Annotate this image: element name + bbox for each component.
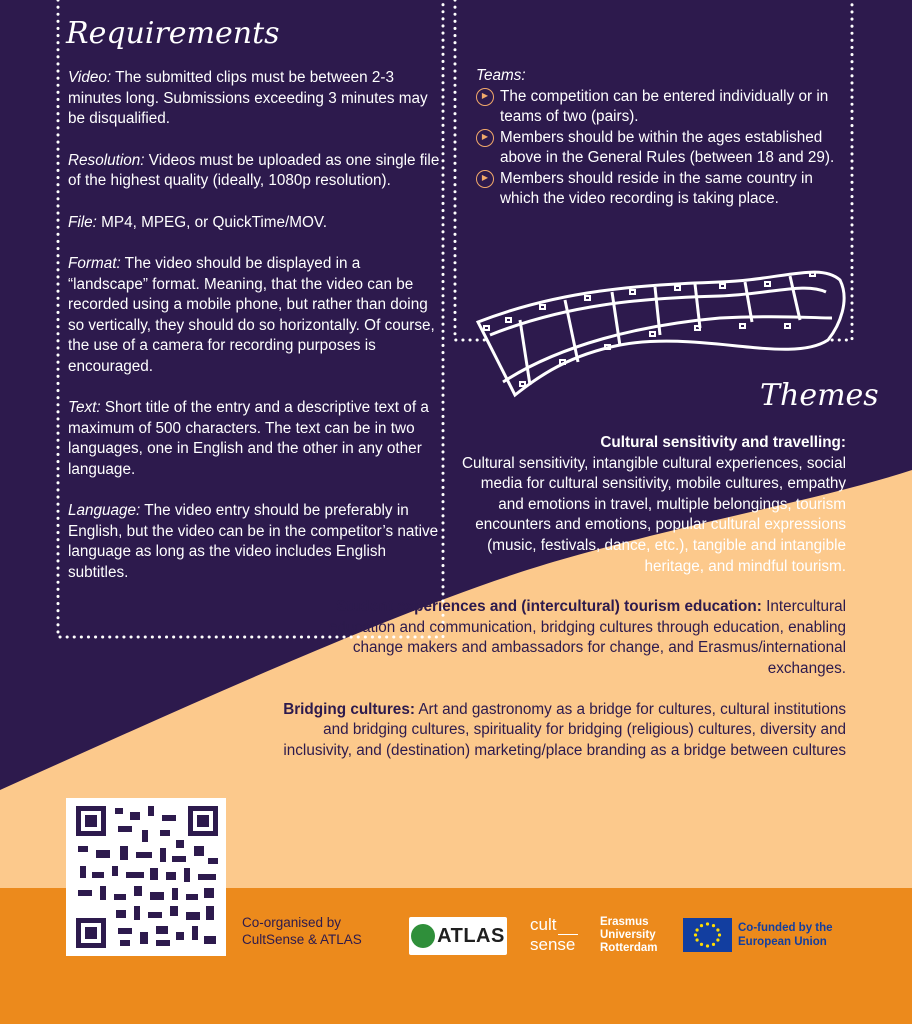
teams-bullet: ▶ Members should be within the ages established above in the General Rules (between 18 and 29).	[476, 128, 836, 169]
eu-flag-icon	[683, 918, 732, 952]
cultsense-logo: cult sense	[530, 916, 586, 953]
play-circle-icon: ▶	[476, 88, 494, 106]
theme-cultural-sensitivity: Cultural sensitivity and travelling: Cultural sensitivity, intangible cultural experiences, social media for cultural sensitivity, mobile cultures, empathy and emotions in travel, multiple belongings, tourism encounters and emotions, popular cultural expressions (music, festivals, dance, etc.), tangible and intangible heritage, and mindful tourism.	[461, 434, 846, 575]
requirement-text: Text: Short title of the entry and a descriptive text of a maximum of 500 characters. The text can be in two languages, one in English and the other in any other language.	[68, 399, 429, 478]
requirement-format: Format: The video should be displayed in a “landscape” format. Meaning, that the video can be recorded using a mobile phone, but rather than doing so vertically, they should do so horizontally. Of course, the use of a camera for recording purposes is encouraged.	[68, 255, 435, 375]
atlas-logo-mark	[411, 924, 435, 948]
teams-section	[476, 66, 836, 210]
play-circle-icon: ▶	[476, 129, 494, 147]
erasmus-logo: Erasmus University Rotterdam	[600, 916, 658, 954]
teams-label: Teams:	[476, 67, 526, 84]
requirement-resolution: Resolution: Videos must be uploaded as one single file of the highest quality (ideally, 1080p resolution).	[68, 151, 440, 189]
qr-code-icon	[66, 798, 226, 956]
eu-funding-text: Co-funded by the European Union	[738, 922, 833, 948]
theme-bridging-cultures: Bridging cultures: Art and gastronomy as a bridge for cultures, cultural institutions and bridging cultures, spirituality for bridging (religious) cultures, diversity and inclusivity, and (destination) marketing/place branding as a bridge between cultures	[283, 700, 846, 759]
teams-bullet: ▶ The competition can be entered individually or in teams of two (pairs).	[476, 87, 836, 128]
co-organised-text: Co-organised by CultSense & ATLAS	[242, 915, 362, 947]
requirement-language: Language: The video entry should be preferably in English, but the video can be in the competitor’s native language as long as the video includes English subtitles.	[68, 502, 439, 581]
teams-bullet: ▶ Members should reside in the same country in which the video recording is taking place.	[476, 169, 836, 210]
play-circle-icon: ▶	[476, 170, 494, 188]
requirements-heading: Requirements	[66, 16, 280, 51]
themes-heading: Themes	[760, 378, 879, 413]
atlas-logo: ATLAS	[409, 917, 507, 955]
theme-student-experiences: Student experiences and (intercultural) tourism education: Intercultural education and communication, bridging cultures through education, enabling change makers and ambassadors for change, and Erasmus/international exchanges.	[328, 598, 846, 677]
themes-list	[258, 433, 846, 761]
requirement-video: Video: The submitted clips must be between 2-3 minutes long. Submissions exceeding 3 minutes may be disqualified.	[68, 69, 428, 127]
requirement-file: File: MP4, MPEG, or QuickTime/MOV.	[68, 213, 327, 231]
